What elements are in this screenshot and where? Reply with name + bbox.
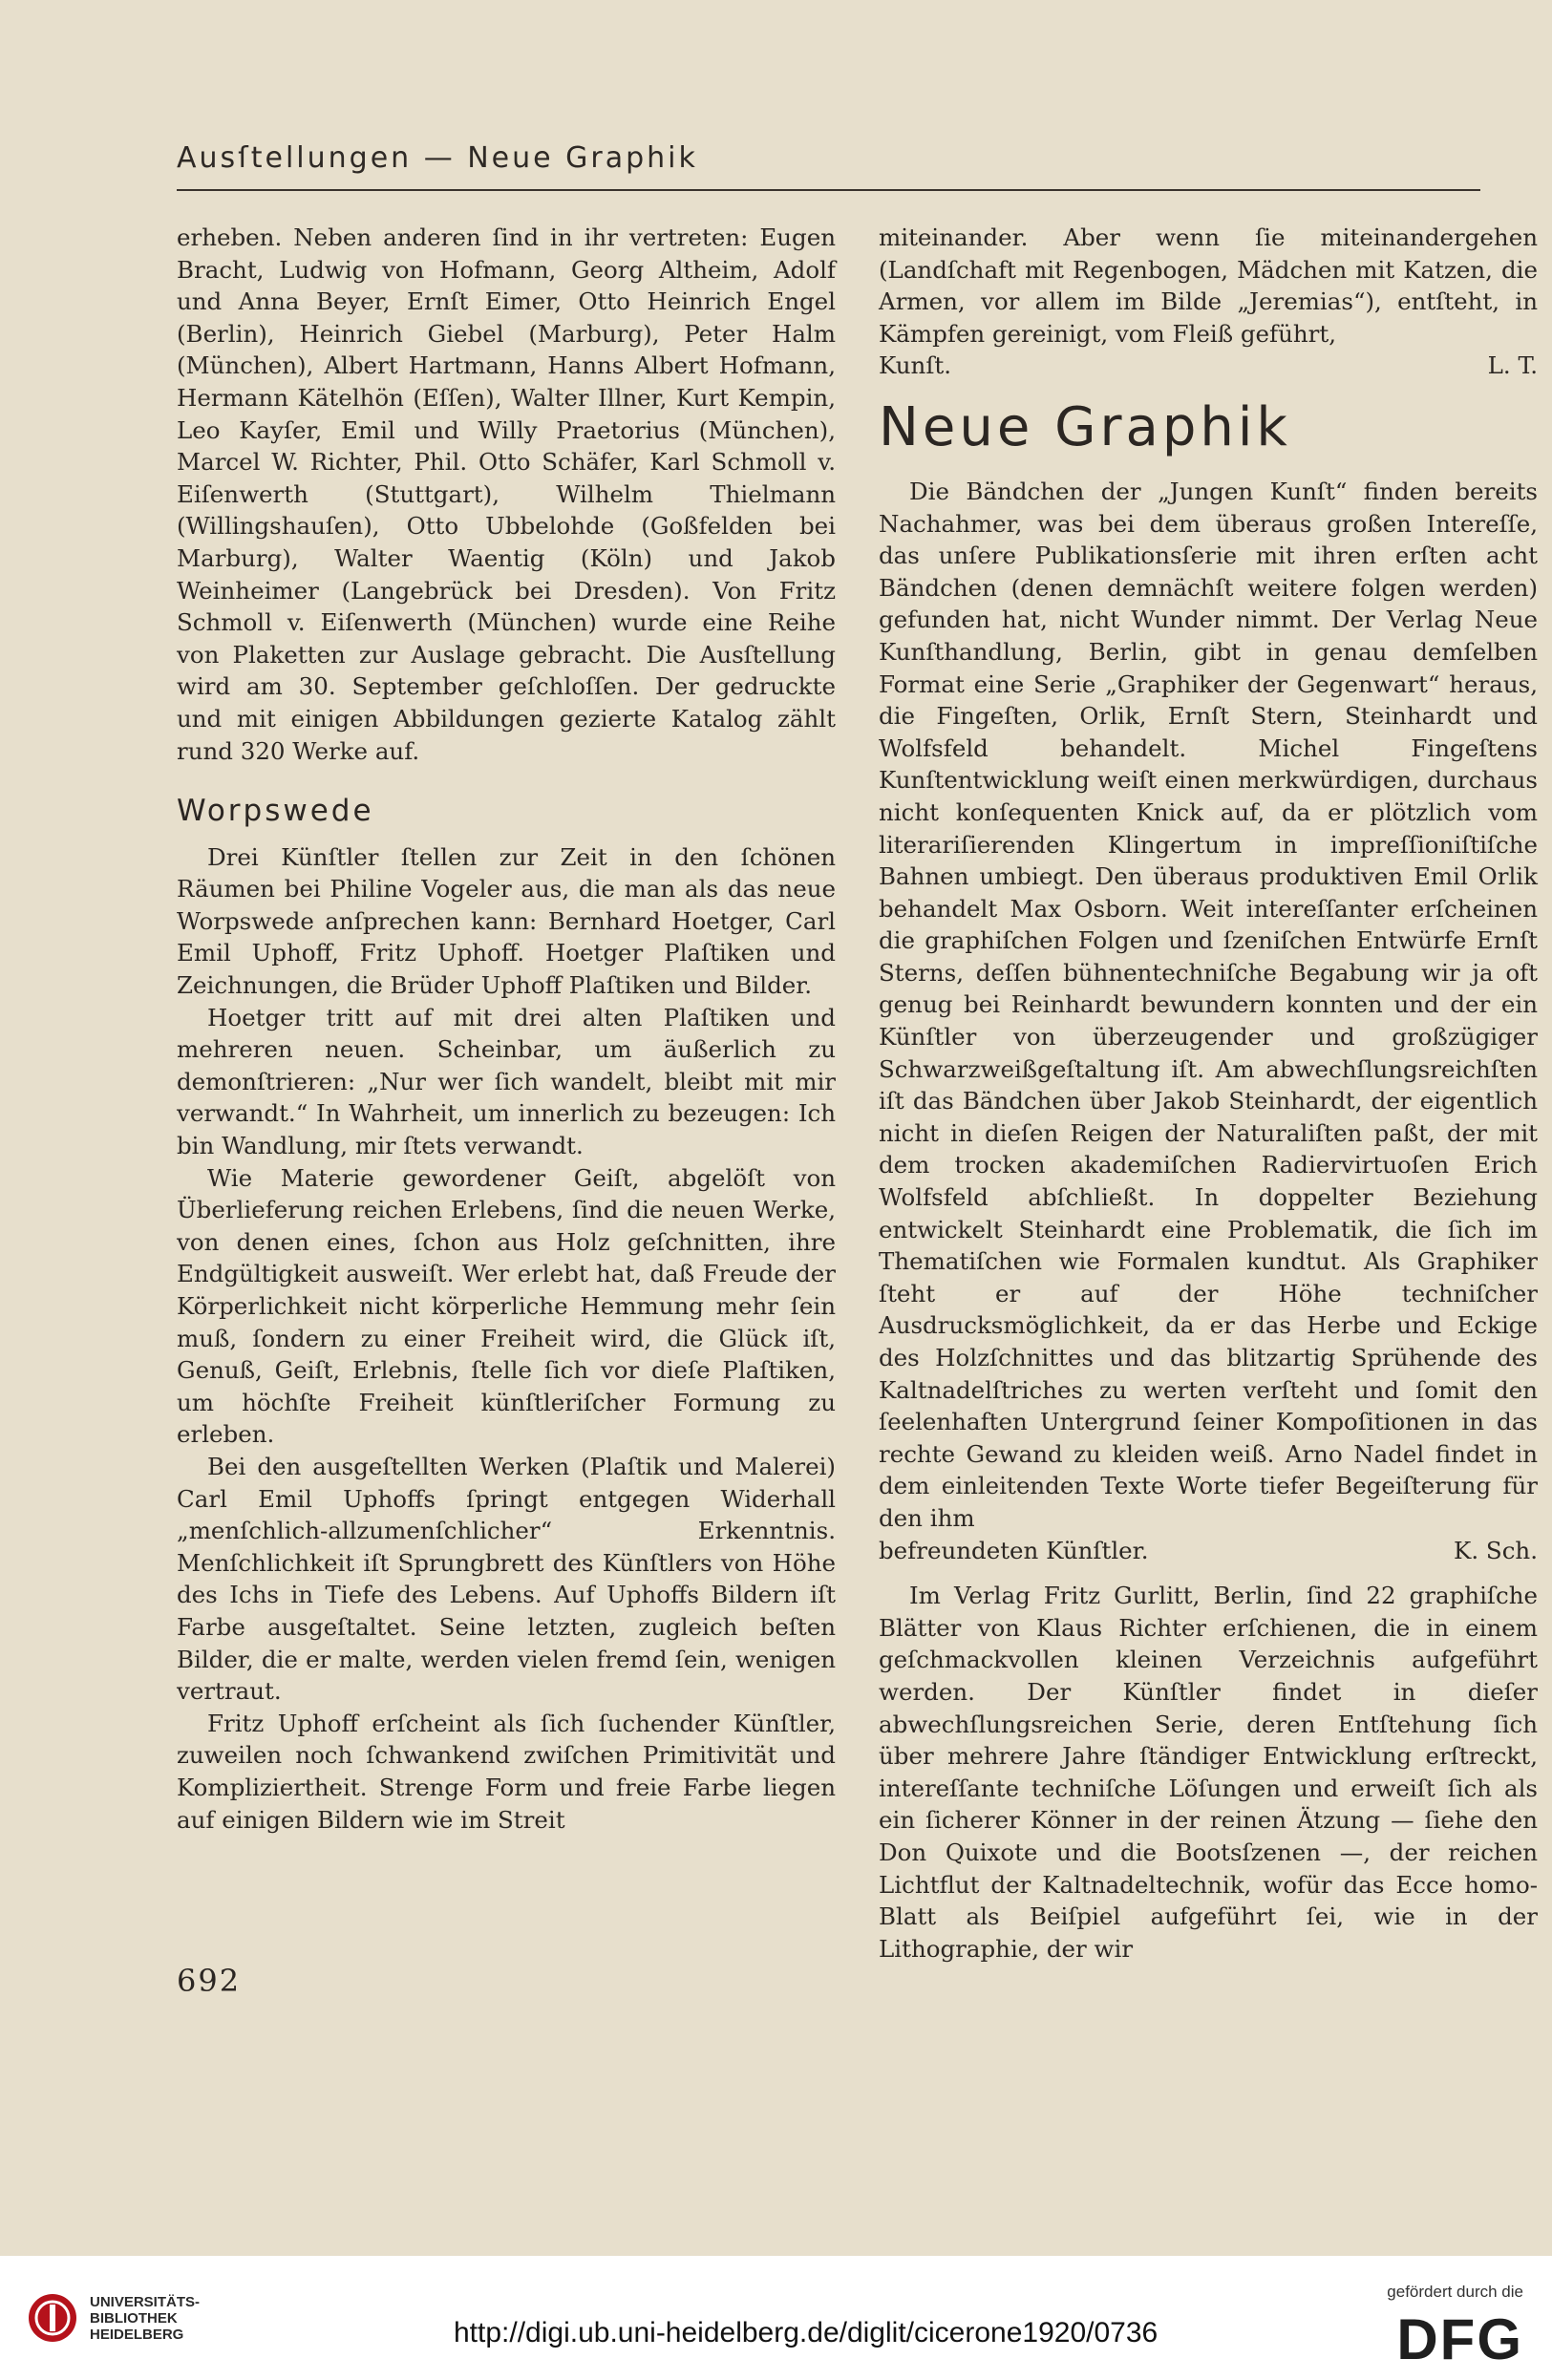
paragraph-signature-line bbox=[879, 1535, 1538, 1567]
intro-last-line: Kunſt. bbox=[879, 351, 952, 380]
section-title-worpswede: Worpswede bbox=[177, 794, 374, 829]
article-title: Neue Graphik bbox=[879, 395, 1291, 458]
library-name-line: HEIDELBERG bbox=[90, 2326, 184, 2343]
graphik-paragraph-1: Die Bändchen der „Jungen Kunſt“ finden bereits Nachahmer, was bei dem überaus großen Intereſſe, das unſere Publikationsſerie mit ihren erſten acht Bändchen (denen demnächſt weitere folgen werden) gefunden hat, nicht Wunder nimmt. Der Verlag Neue Kunſthandlung, Berlin, gibt in genau demſelben Format eine Serie „Graphiker der Gegenwart“ heraus, die Fingeſten, Orlik, Ernſt Stern, Steinhardt und Wolfsfeld behandelt. Michel Fingeſtens Kunſtentwicklung weiſt einen merkwürdigen, durchaus nicht konſequenten Knick auf, da er plötzlich vom literariſierenden Klingertum in impreſſioniſtiſche Bahnen umbiegt. Den überaus produktiven Emil Orlik behandelt Max Osborn. Weit intereſſanter erſcheinen die graphiſchen Folgen und ſzeniſchen Entwürfe Ernſt Sterns, deſſen bühnentechniſche Begabung wir ja oft genug bei Reinhardt bewundern konnten und der ein Künſtler von überzeugender und großzügiger Schwarzweißgeſtaltung iſt. Am abwechſlungsreichſten iſt das Bändchen über Jakob Steinhardt, der eigentlich nicht in dieſen Reigen der Naturaliſten paßt, der mit dem trocken akademiſchen Radiervirtuoſen Erich Wolfsfeld abſchließt. In doppelter Beziehung entwickelt Steinhardt eine Problematik, die ſich im Thematiſchen wie Formalen kundtut. Als Graphiker ſteht er auf der Höhe techniſcher Ausdrucksmöglichkeit, da er das Herbe und Eckige des Holzſchnittes und das blitzartig Sprühende des Kaltnadelſtriches zu werten verſteht und ſomit den ſeelenhaften Untergrund ſeiner Kompoſitionen in das rechte Gewand zu kleiden weiß. Arno Nadel findet in dem einleitenden Texte Worte tiefer Begeiſterung für den ihm bbox=[879, 477, 1538, 1532]
author-initials: L. T. bbox=[1487, 351, 1538, 380]
intro-signature-line bbox=[879, 350, 1538, 382]
running-head: Ausſtellungen — Neue Graphik bbox=[177, 141, 698, 175]
left-paragraph-1: erheben. Neben anderen ſind in ihr vertreten: Eugen Bracht, Ludwig von Hofmann, Georg Altheim, Adolf und Anna Beyer, Ernſt Eimer, Otto Heinrich Engel (Berlin), Heinrich Giebel (Marburg), Peter Halm (München), Albert Hartmann, Hanns Albert Hofmann, Hermann Kätelhön (Eſſen), Walter Illner, Kurt Kempin, Leo Kayſer, Emil und Willy Praetorius (München), Marcel W. Richter, Phil. Otto Schäfer, Karl Schmoll v. Eiſenwerth (Stuttgart), Wilhelm Thielmann (Willingshauſen), Otto Ubbelohde (Goßfelden bei Marburg), Walter Waentig (Köln) und Jakob Weinheimer (Langebrück bei Dresden). Von Fritz Schmoll v. Eiſenwerth (München) wurde eine Reihe von Plaketten zur Auslage gebracht. Die Ausſtellung wird am 30. September geſchloſſen. Der gedruckte und mit einigen Abbildungen gezierte Katalog zählt rund 320 Werke auf. bbox=[177, 223, 836, 765]
graphik-paragraph-2: Im Verlag Fritz Gurlitt, Berlin, ſind 22 graphiſche Blätter von Klaus Richter erſchienen, die in einem geſchmackvollen kleinen Verzeichnis aufgeführt werden. Der Künſtler findet in dieſer abwechſlungsreichen Serie, deren Entſtehung ſich über mehrere Jahre ſtändiger Entwicklung erſtreckt, intereſſante techniſche Löſungen und erweiſt ſich als ein ſicherer Könner in der reinen Ätzung — ſiehe den Don Quixote und die Bootsſzenen —, der reichen Lichtflut der Kaltnadeltechnik, wofür das Ecce homo-Blatt als Beiſpiel aufgeführt ſei, wie in der Lithographie, der wir bbox=[879, 1582, 1538, 1963]
left-column bbox=[177, 222, 836, 1836]
worpswede-paragraph-2: Hoetger tritt auf mit drei alten Plaſtiken und mehreren neuen. Scheinbar, um äußerlich zu demonſtrieren: „Nur wer ſich wandelt, bleibt mit mir verwandt.“ In Wahrheit, um innerlich zu bezeugen: Ich bin Wandlung, mir ſtets verwandt. bbox=[177, 1003, 836, 1160]
worpswede-paragraph-4: Bei den ausgeſtellten Werken (Plaſtik und Malerei) Carl Emil Uphoffs ſpringt entgegen Widerhall „menſchlich-allzumenſchlicher“ Erkenntnis. Menſchlichkeit iſt Sprungbrett des Künſtlers von Höhe des Ichs in Tiefe des Lebens. Auf Uphoffs Bildern iſt Farbe ausgeſtaltet. Seine letzten, zugleich beſten Bilder, die er malte, werden vielen fremd ſein, wenigen vertraut. bbox=[177, 1452, 836, 1706]
source-url-link[interactable]: http://digi.ub.uni-heidelberg.de/diglit/cicerone1920/0736 bbox=[454, 2317, 1159, 2348]
footer-bar bbox=[0, 2256, 1552, 2380]
worpswede-paragraph-3: Wie Materie gewordener Geiſt, abgelöſt von Überlieferung reichen Erlebens, ſind die neuen Werke, von denen eines, ſchon aus Holz geſchnitten, ihre Endgültigkeit ausweiſt. Wer erlebt hat, daß Freude der Körperlichkeit nicht körperliche Hemmung mehr ſein muß, ſondern zu einer Freiheit wird, die Glück iſt, Genuß, Geiſt, Erlebnis, ſtelle ſich vor dieſe Plaſtiken, um höchſte Freiheit künſtleriſcher Formung zu erleben. bbox=[177, 1163, 836, 1449]
library-name-line: UNIVERSITÄTS- bbox=[90, 2293, 201, 2310]
worpswede-paragraph-1: Drei Künſtler ſtellen zur Zeit in den ſchönen Räumen bei Philine Vogeler aus, die man als das neue Worpswede anſprechen kann: Bernhard Hoetger, Carl Emil Uphoff, Fritz Uphoff. Hoetger Plaſtiken und Zeichnungen, die Brüder Uphoff Plaſtiken und Bilder. bbox=[177, 842, 836, 1000]
library-name-line: BIBLIOTHEK bbox=[90, 2309, 178, 2327]
author-initials: K. Sch. bbox=[1454, 1536, 1538, 1564]
dfg-logo[interactable]: DFG bbox=[1396, 2307, 1523, 2371]
paragraph-last-line: befreundeten Künſtler. bbox=[879, 1536, 1149, 1564]
funding-label: gefördert durch die bbox=[1387, 2283, 1523, 2301]
page-number: 692 bbox=[177, 1963, 242, 1999]
right-column bbox=[879, 222, 1538, 1965]
right-intro-text: miteinander. Aber wenn ſie miteinandergehen (Landſchaft mit Regenbogen, Mädchen mit Katzen, die Armen, vor allem im Bilde „Jeremias“), entſteht, in Kämpfen gereinigt, vom Fleiß geführt, bbox=[879, 223, 1538, 348]
worpswede-paragraph-5: Fritz Uphoff erſcheint als ſich ſuchender Künſtler, zuweilen noch ſchwankend zwiſchen Primitivität und Kompliziertheit. Strenge Form und freie Farbe liegen auf einigen Bildern wie im Streit bbox=[177, 1709, 836, 1834]
library-seal-icon bbox=[27, 2292, 78, 2344]
library-name bbox=[90, 2294, 200, 2343]
header-rule bbox=[177, 189, 1480, 191]
library-logo[interactable] bbox=[27, 2292, 200, 2344]
